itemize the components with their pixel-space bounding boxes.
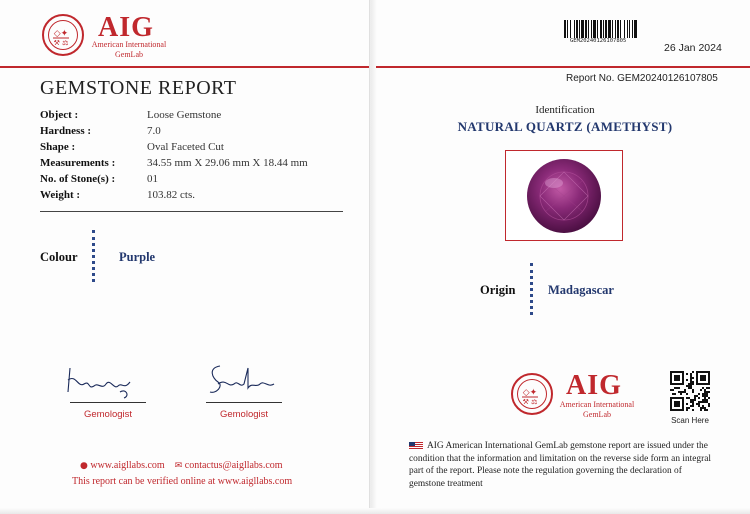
field-measurements-value: 34.55 mm X 29.06 mm X 18.44 mm: [147, 157, 308, 169]
origin-value: Madagascar: [548, 283, 614, 297]
footer-contact-row: [80, 460, 295, 471]
identification-value: NATURAL QUARTZ (AMETHYST): [457, 119, 673, 134]
origin-label: Origin: [480, 283, 516, 297]
field-weight-value: 103.82 cts.: [147, 189, 195, 201]
svg-text:⚒ ⚖: ⚒ ⚖: [522, 398, 538, 406]
field-stones-label: No. of Stone(s) :: [40, 173, 116, 185]
page-fold-shadow: [371, 0, 377, 514]
aig-seal-logo-right: [511, 373, 553, 415]
footer-verify-text: This report can be verified online at www.aigllabs.com: [72, 476, 293, 487]
signature-2-line: [206, 402, 282, 403]
barcode: [564, 20, 638, 38]
aig-brand-right: AIG: [566, 370, 622, 401]
aig-name-line1-right: American International: [559, 400, 635, 409]
signature-1: [64, 362, 144, 402]
field-object-value: Loose Gemstone: [147, 109, 222, 121]
origin-dotted-divider: [530, 263, 536, 315]
aig-seal-logo: [42, 14, 84, 56]
right-header-rule: [376, 66, 750, 68]
bottom-edge: [0, 508, 750, 514]
barcode-text: GEM20240126107805: [570, 38, 627, 44]
signature-2-caption: Gemologist: [219, 409, 269, 420]
disclaimer-text: AIG American International GemLab gemstone report are issued under the condition that the information and limitation on the reverse side form an integral part of the report. Please note the regulation governing the declaration of gemstone treatment: [409, 441, 712, 490]
colour-label: Colour: [40, 250, 78, 264]
field-hardness-value: 7.0: [147, 125, 161, 137]
field-measurements-label: Measurements :: [40, 157, 116, 169]
field-shape-label: Shape :: [40, 141, 76, 153]
aig-name-line1: American International: [91, 40, 167, 49]
svg-text:◇✦: ◇✦: [522, 388, 538, 398]
aig-brand: AIG: [98, 12, 154, 43]
scan-here-label: Scan Here: [671, 416, 709, 425]
footer-website[interactable]: www.aigllabs.com: [90, 460, 165, 471]
aig-name-line2-right: GemLab: [583, 410, 611, 419]
signature-1-caption: Gemologist: [83, 409, 133, 420]
footer-email[interactable]: contactus@aigllabs.com: [184, 460, 283, 471]
fields-divider: [40, 211, 343, 212]
colour-dotted-divider: [92, 230, 98, 282]
left-header-rule: [0, 66, 369, 68]
svg-text:◇✦: ◇✦: [53, 29, 69, 39]
envelope-icon: ✉: [174, 461, 183, 471]
qr-code[interactable]: [670, 371, 710, 411]
us-flag-icon: [409, 442, 423, 450]
report-number: Report No. GEM20240126107805: [566, 73, 718, 84]
field-hardness-label: Hardness :: [40, 125, 92, 137]
colour-value: Purple: [119, 250, 156, 264]
signature-2: [204, 358, 284, 400]
svg-text:⚒ ⚖: ⚒ ⚖: [53, 39, 69, 47]
identification-label: Identification: [535, 104, 595, 116]
field-weight-label: Weight :: [40, 189, 81, 201]
report-title: GEMSTONE REPORT: [40, 77, 237, 99]
signature-1-line: [70, 402, 146, 403]
field-object-label: Object :: [40, 109, 79, 121]
aig-name-line2: GemLab: [115, 50, 143, 59]
field-stones-value: 01: [147, 173, 158, 185]
amethyst-gem-image: [506, 151, 622, 240]
report-date: 26 Jan 2024: [664, 42, 722, 54]
gem-emblem-icon: [42, 14, 80, 52]
gem-emblem-icon: [511, 373, 549, 411]
disclaimer-notice: [409, 440, 715, 491]
gemstone-photo: [505, 150, 623, 241]
globe-icon: ●: [80, 461, 88, 471]
field-shape-value: Oval Faceted Cut: [147, 141, 224, 153]
